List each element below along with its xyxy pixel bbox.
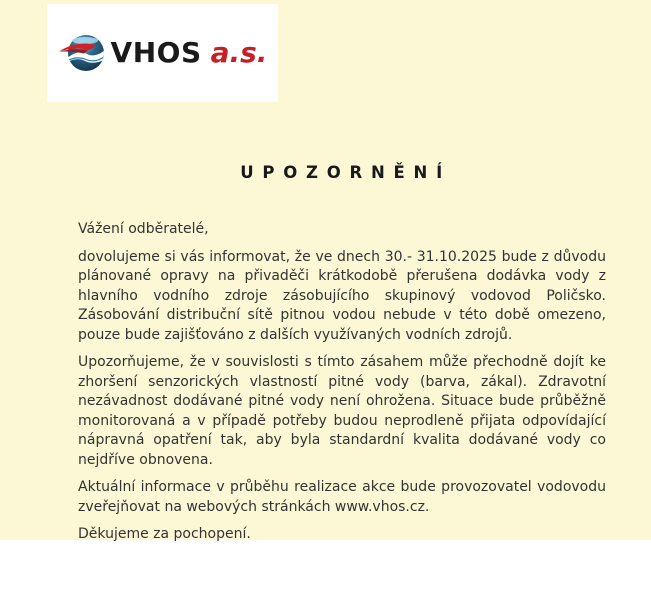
paragraph-supply-interruption: dovolujeme si vás informovat, že ve dnech 30.- 31.10.2025 bude z důvodu plánované opravy na přivaděči krátkodobě přerušena dodávka vody z hlavního vodního zdroje zásobujícího skupinový vodovod Poličsko. Zásobování distribuční sítě pitnou vodou nebude v této době omezeno, pouze bude zajišťováno z dalších využívaných vodních zdrojů.: [78, 248, 606, 343]
company-name: VHOS: [110, 36, 202, 69]
salutation-text: Vážení odběratelé,: [78, 221, 209, 237]
notice-body: [78, 163, 606, 553]
logo-inner: [58, 33, 268, 73]
notice-title: U P O Z O R N Ě N Í: [240, 163, 444, 182]
company-suffix: a.s.: [210, 36, 268, 69]
globe-wave-arrow-icon: [58, 33, 106, 73]
paragraph-information-website: Aktuální informace v průběhu realizace akce bude provozovatel vodovodu zveřejňovat na webových stránkách www.vhos.cz.: [78, 479, 606, 515]
company-logo: [47, 4, 278, 102]
closing-text: Děkujeme za pochopení.: [78, 526, 251, 542]
paragraph-water-quality: Upozorňujeme, že v souvislosti s tímto zásahem může přechodně dojít ke zhoršení senzorických vlastností pitné vody (barva, zákal). Zdravotní nezávadnost dodávané pitné vody není ohrožena. Situace bude průběžně monitorovaná a v případě potřeby budou neprodleně přijata odpovídající nápravná opatření tak, aby byla standardní kvalita dodávané vody co nejdříve obnovena.: [78, 354, 606, 468]
